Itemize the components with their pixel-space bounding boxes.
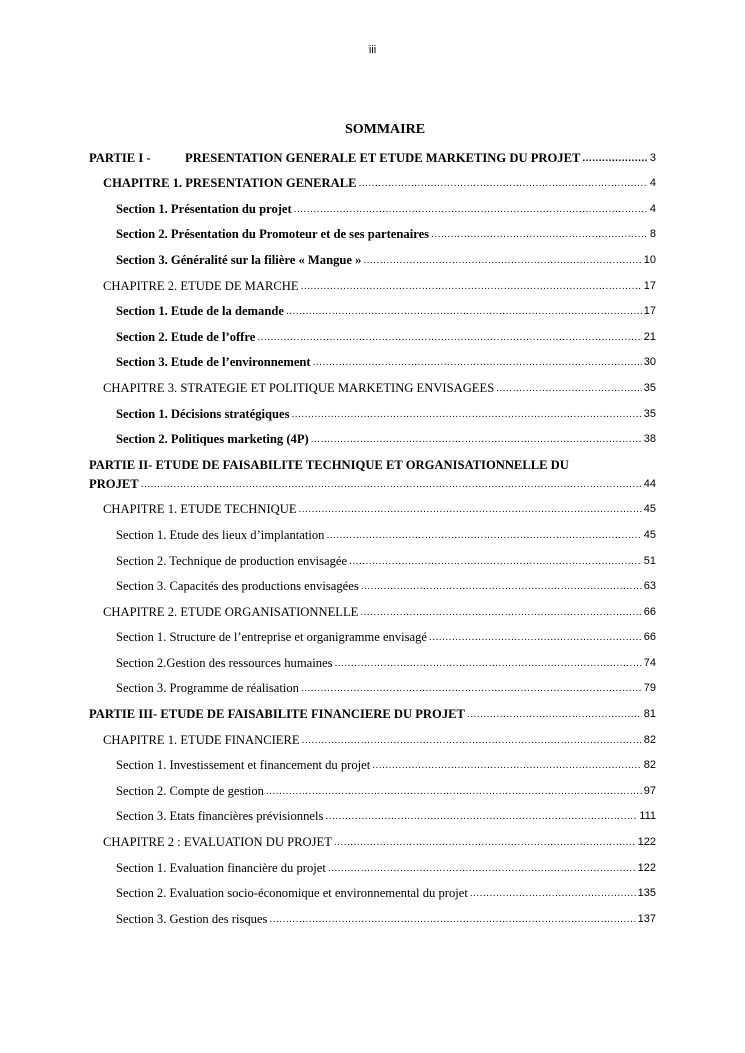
toc-leader [311, 432, 642, 447]
toc-leader [325, 809, 637, 824]
toc-entry-label: Section 1. Présentation du projet [116, 201, 292, 216]
toc-leader [360, 605, 641, 620]
toc-section[interactable] [89, 191, 656, 217]
toc-entry-label: CHAPITRE 2. ETUDE DE MARCHE [103, 278, 299, 293]
toc-page-number: 66 [643, 605, 656, 618]
toc-partie-2-line2[interactable] [89, 473, 656, 492]
toc-leader [429, 630, 642, 645]
toc-page-number: 51 [643, 554, 656, 567]
toc-chapitre[interactable] [89, 492, 656, 518]
toc-entry-label: Section 1. Investissement et financement du projet [116, 758, 371, 773]
toc-entry-label: Section 1. Structure de l’entreprise et organigramme envisagé [116, 630, 428, 645]
toc-chapitre[interactable] [89, 722, 656, 748]
toc-entry-label: Section 2. Technique de production envisagée [116, 553, 348, 568]
toc-page-number: 122 [637, 836, 656, 849]
table-of-contents [89, 140, 656, 927]
toc-chapitre[interactable] [89, 268, 656, 294]
toc-section[interactable] [89, 901, 656, 927]
toc-page-number: 74 [643, 656, 656, 669]
toc-section[interactable] [89, 217, 656, 243]
toc-section[interactable] [89, 876, 656, 902]
toc-leader [363, 253, 641, 268]
toc-leader [292, 407, 642, 422]
toc-leader [299, 502, 642, 517]
toc-entry-label: Section 1. Etude de la demande [116, 304, 284, 319]
toc-entry-label: Section 3. Etats financières prévisionnels [116, 809, 324, 824]
toc-leader [582, 151, 648, 166]
toc-leader [328, 861, 636, 876]
toc-leader [257, 330, 641, 345]
toc-entry-label: Section 1. Evaluation financière du projet [116, 860, 326, 875]
toc-section[interactable] [89, 850, 656, 876]
toc-page-number: 38 [643, 433, 656, 446]
toc-entry-label: Section 2. Présentation du Promoteur et de ses partenaires [116, 227, 430, 242]
toc-leader [266, 784, 642, 799]
toc-chapitre[interactable] [89, 824, 656, 850]
toc-entry-label: CHAPITRE 3. STRATEGIE ET POLITIQUE MARKETING ENVISAGEES [103, 380, 495, 395]
toc-entry-label: Section 1. Décisions stratégiques [116, 406, 290, 421]
toc-entry-label: Section 3. Généralité sur la filière « Mangue » [116, 252, 362, 267]
toc-section[interactable] [89, 319, 656, 345]
toc-page-number: 137 [637, 912, 656, 925]
toc-partie-3[interactable] [89, 696, 656, 722]
toc-leader [286, 304, 642, 319]
toc-entry-label: CHAPITRE 1. ETUDE TECHNIQUE [103, 502, 297, 517]
toc-entry-label: PRESENTATION GENERALE ET ETUDE MARKETING DU PROJET [185, 150, 581, 165]
toc-page-number: 3 [649, 151, 656, 164]
toc-page-number: 35 [643, 407, 656, 420]
toc-leader [301, 681, 642, 696]
toc-page-number: 4 [649, 177, 656, 190]
toc-partie-2-line1[interactable] [89, 447, 656, 473]
toc-section[interactable] [89, 422, 656, 448]
toc-leader [269, 912, 635, 927]
toc-leader [141, 477, 642, 492]
toc-entry-label: Section 3. Gestion des risques [116, 911, 268, 926]
toc-leader [361, 579, 642, 594]
toc-chapitre[interactable] [89, 594, 656, 620]
toc-page-number: 35 [643, 381, 656, 394]
toc-page-number: 79 [643, 682, 656, 695]
toc-entry-label: CHAPITRE 2. ETUDE ORGANISATIONNELLE [103, 604, 359, 619]
toc-page-number: 97 [643, 784, 656, 797]
toc-leader [326, 528, 641, 543]
toc-page-number: 63 [643, 580, 656, 593]
toc-leader [496, 381, 642, 396]
toc-leader [301, 279, 642, 294]
page-title: SOMMAIRE [344, 122, 426, 137]
toc-page-number: 4 [649, 202, 656, 215]
toc-leader [431, 227, 648, 242]
toc-section[interactable] [89, 294, 656, 320]
toc-leader [302, 733, 642, 748]
toc-page-number: 81 [643, 708, 656, 721]
toc-section[interactable] [89, 543, 656, 569]
toc-entry-label: PARTIE III- ETUDE DE FAISABILITE FINANCIERE DU PROJET [89, 707, 465, 722]
toc-entry-label: Section 3. Programme de réalisation [116, 681, 299, 696]
toc-leader [294, 202, 648, 217]
toc-page-number: 45 [643, 528, 656, 541]
toc-page-number: 82 [643, 733, 656, 746]
toc-leader [334, 835, 636, 850]
toc-section[interactable] [89, 242, 656, 268]
toc-page-number: 66 [643, 631, 656, 644]
toc-partie-prefix: PARTIE I - [89, 150, 151, 165]
toc-page-number: 8 [649, 228, 656, 241]
toc-page-number: 30 [643, 356, 656, 369]
toc-entry-label: CHAPITRE 1. PRESENTATION GENERALE [103, 176, 357, 191]
toc-chapitre[interactable] [89, 370, 656, 396]
toc-section[interactable] [89, 620, 656, 646]
toc-section[interactable] [89, 645, 656, 671]
toc-page-number: 45 [643, 503, 656, 516]
toc-entry-label: Section 2. Evaluation socio-économique et environnemental du projet [116, 886, 468, 901]
toc-page-number: 135 [637, 887, 656, 900]
toc-entry-label: Section 2. Etude de l’offre [116, 329, 256, 344]
toc-entry-label: PROJET [89, 476, 139, 491]
toc-section[interactable] [89, 748, 656, 774]
toc-section[interactable] [89, 671, 656, 697]
toc-section[interactable] [89, 773, 656, 799]
toc-entry-label: CHAPITRE 2 : EVALUATION DU PROJET [103, 835, 332, 850]
toc-page-number: 44 [643, 477, 656, 490]
toc-entry-label: CHAPITRE 1. ETUDE FINANCIERE [103, 732, 300, 747]
toc-leader [359, 176, 648, 191]
toc-leader [313, 355, 642, 370]
toc-entry-label: Section 3. Etude de l’environnement [116, 355, 311, 370]
toc-leader [335, 656, 642, 671]
toc-entry-label: Section 3. Capacités des productions envisagées [116, 579, 359, 594]
toc-page-number: 21 [643, 330, 656, 343]
toc-entry-label: Section 2. Compte de gestion [116, 783, 264, 798]
toc-page-number: 17 [643, 305, 656, 318]
toc-entry-label: PARTIE II- ETUDE DE FAISABILITE TECHNIQUE ET ORGANISATIONNELLE DU [89, 457, 569, 472]
toc-section[interactable] [89, 345, 656, 371]
toc-page-number: 122 [637, 861, 656, 874]
toc-entry-label: Section 1. Etude des lieux d’implantation [116, 527, 325, 542]
toc-section[interactable] [89, 517, 656, 543]
toc-page-number: 82 [643, 759, 656, 772]
toc-entry-label: Section 2. Politiques marketing (4P) [116, 432, 309, 447]
toc-leader [372, 758, 641, 773]
toc-page-number: 17 [643, 279, 656, 292]
toc-page-number: 10 [643, 253, 656, 266]
toc-page-number: 111 [639, 810, 656, 823]
toc-partie-1[interactable] [89, 140, 656, 166]
toc-chapitre[interactable] [89, 166, 656, 192]
toc-section[interactable] [89, 396, 656, 422]
toc-section[interactable] [89, 799, 656, 825]
toc-leader [470, 886, 636, 901]
toc-section[interactable] [89, 569, 656, 595]
page-number: iii [368, 44, 377, 56]
toc-leader [467, 707, 642, 722]
toc-entry-label: Section 2.Gestion des ressources humaines [116, 655, 333, 670]
toc-leader [349, 554, 642, 569]
